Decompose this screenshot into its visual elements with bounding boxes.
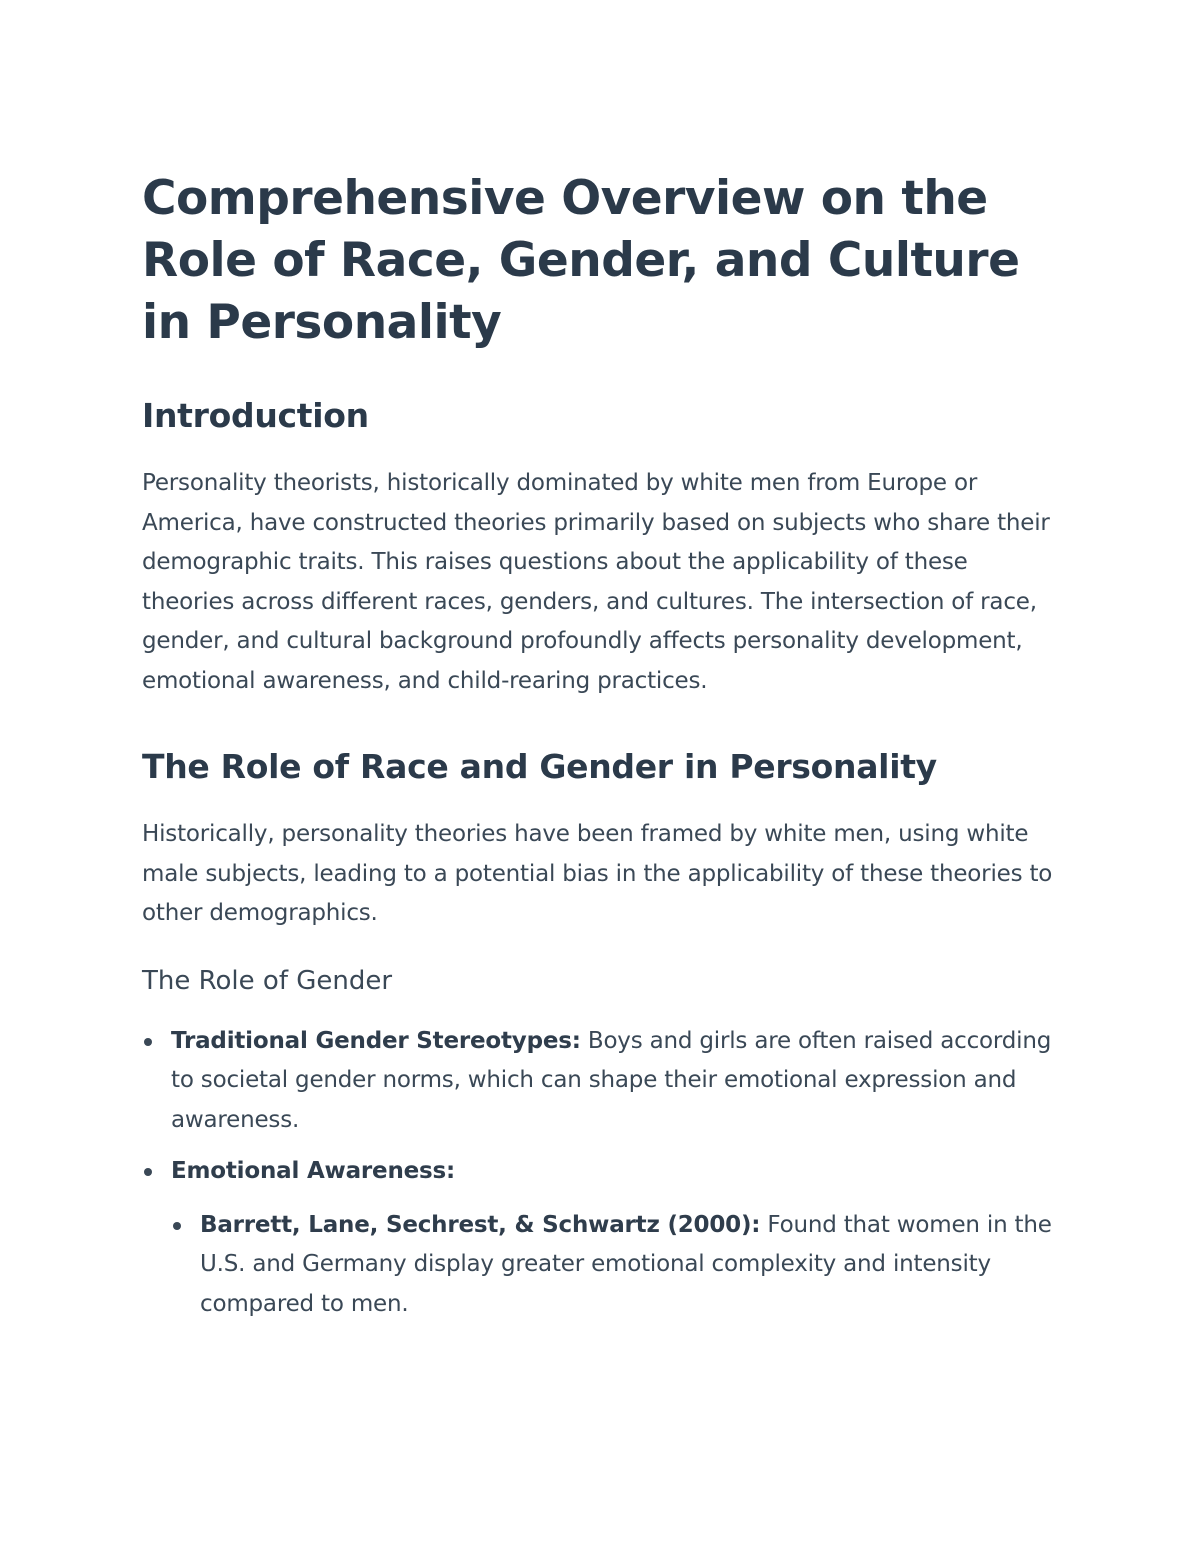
introduction-heading: Introduction bbox=[142, 396, 369, 435]
document-page bbox=[142, 168, 1062, 1336]
bullet-label: Traditional Gender Stereotypes: bbox=[171, 1027, 581, 1054]
gender-bullet-list bbox=[142, 1022, 1062, 1325]
bullet-icon bbox=[173, 1222, 181, 1230]
list-item bbox=[142, 1022, 1062, 1141]
citation-text: Found that women in the U.S. and Germany display greater emotional complexity and intensity compared to men. bbox=[200, 1211, 1052, 1317]
introduction-paragraph: Personality theorists, historically dominated by white men from Europe or America, have constructed theories primarily based on subjects who share their demographic traits. This raises questions about the applicability of these theories across different races, genders, and cultures. The intersection of race, gender, and cultural background profoundly affects personality development, emotional awareness, and child-rearing practices. bbox=[142, 470, 1050, 694]
bullet-label: Emotional Awareness: bbox=[171, 1158, 456, 1184]
list-item bbox=[171, 1206, 1062, 1325]
document-title: Comprehensive Overview on the Role of Race, Gender, and Culture in Personality bbox=[142, 171, 1020, 350]
bullet-text: Boys and girls are often raised according to societal gender norms, which can shape their emotional expression and awareness. bbox=[171, 1027, 1052, 1133]
citation-label: Barrett, Lane, Sechrest, & Schwartz (2000): bbox=[200, 1211, 761, 1238]
emotional-awareness-sublist bbox=[171, 1206, 1062, 1325]
race-gender-paragraph: Historically, personality theories have been framed by white men, using white male subjects, leading to a potential bias in the applicability of these theories to other demographics. bbox=[142, 821, 1053, 926]
list-item bbox=[142, 1152, 1062, 1324]
bullet-icon bbox=[144, 1168, 152, 1176]
race-gender-heading: The Role of Race and Gender in Personality bbox=[142, 747, 937, 786]
role-of-gender-subheading: The Role of Gender bbox=[142, 965, 393, 996]
bullet-icon bbox=[144, 1038, 152, 1046]
